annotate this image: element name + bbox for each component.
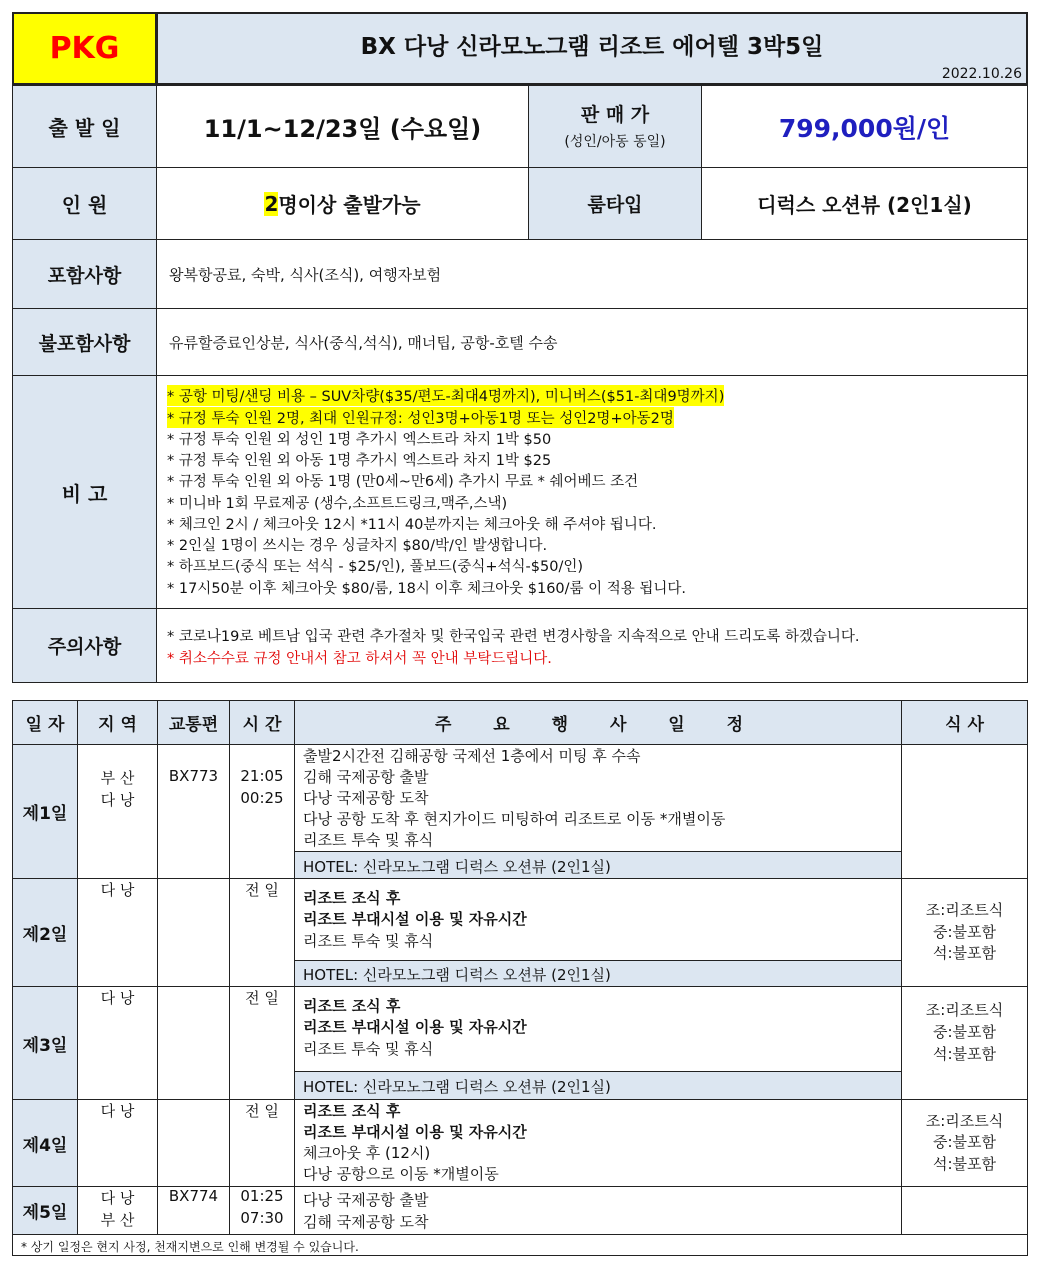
hotel-row xyxy=(295,851,901,879)
itinerary-item: 리조트 조식 후 xyxy=(303,997,401,1015)
caution-line: * 코로나19로 베트남 입국 관련 추가절차 및 한국입국 관련 변경사항을 지속적으로 안내 드리도록 하겠습니다. xyxy=(167,629,860,645)
itinerary-item: 체크아웃 후 (12시) xyxy=(303,1144,431,1162)
itinerary-item: 리조트 조식 후 xyxy=(303,889,401,907)
meal-info: 조:리조트식 xyxy=(925,1112,1004,1130)
transport-cell xyxy=(157,1099,230,1187)
region-name: 다 낭 xyxy=(100,881,135,899)
note-line: * 규정 투숙 인원 외 아동 1명 추가시 엑스트라 차지 1박 $25 xyxy=(167,453,552,469)
meals-cell xyxy=(901,1099,1028,1187)
people-value-cell xyxy=(156,167,529,240)
itinerary-item: 리조트 부대시설 이용 및 자유시간 xyxy=(303,1018,527,1036)
meal-info: 중:불포함 xyxy=(932,1133,996,1151)
meals-cell xyxy=(901,986,1028,1100)
footnote: * 상기 일정은 현지 사정, 천재지변으로 인해 변경될 수 있습니다. xyxy=(21,1240,359,1254)
region-cell xyxy=(77,744,158,879)
caution-line-warning: * 취소수수료 규정 안내서 참고 하셔서 꼭 안내 부탁드립니다. xyxy=(167,651,552,667)
note-line: * 규정 투숙 인원 2명, 최대 인원규정: 성인3명+아동1명 또는 성인2명+아동2명 xyxy=(167,407,674,428)
itinerary-item: 다낭 국제공항 도착 xyxy=(303,789,429,807)
region-name: 다 낭 xyxy=(100,1189,135,1207)
people-label: 인 원 xyxy=(12,167,157,240)
title-cell xyxy=(156,12,1028,85)
exclude-label: 불포함사항 xyxy=(12,308,157,376)
itinerary-item: 김해 국제공항 출발 xyxy=(303,768,429,786)
note-line: * 하프보드(중식 또는 석식 - $25/인), 풀보드(중식+석식-$50/인) xyxy=(167,559,584,575)
itinerary-item: 리조트 조식 후 xyxy=(303,1102,401,1120)
day-label: 제2일 xyxy=(12,878,78,987)
transport-cell xyxy=(157,1186,230,1235)
time-all-day: 전 일 xyxy=(245,989,279,1007)
people-value: 명이상 출발가능 xyxy=(278,193,421,217)
region-name: 다 낭 xyxy=(100,989,135,1007)
region-name: 부 산 xyxy=(100,769,135,787)
itinerary-item: 출발2시간전 김해공항 국제선 1층에서 미팅 후 수속 xyxy=(303,747,641,765)
hotel-row xyxy=(295,960,901,987)
flight-time: 21:05 xyxy=(240,767,284,785)
footnote-cell xyxy=(12,1234,1028,1256)
day-label: 제3일 xyxy=(12,986,78,1100)
meal-info: 중:불포함 xyxy=(932,1023,996,1041)
pkg-badge: PKG xyxy=(12,12,157,85)
flight-time: 01:25 xyxy=(240,1187,284,1205)
region-cell xyxy=(77,1099,158,1187)
notes-label: 비 고 xyxy=(12,375,157,609)
itinerary-cell xyxy=(294,1099,902,1187)
itinerary-item: 김해 국제공항 도착 xyxy=(303,1213,429,1231)
flight-time: 00:25 xyxy=(240,789,284,807)
hotel-info: HOTEL: 신라모노그램 디럭스 오션뷰 (2인1실) xyxy=(303,858,611,876)
exclude-cell xyxy=(156,308,1028,376)
hotel-info: HOTEL: 신라모노그램 디럭스 오션뷰 (2인1실) xyxy=(303,966,611,984)
transport-cell xyxy=(157,744,230,879)
region-name: 다 낭 xyxy=(100,791,135,809)
col-header-region: 지 역 xyxy=(77,700,158,745)
time-cell xyxy=(229,986,295,1100)
itinerary-cell xyxy=(294,986,902,1100)
meal-info: 석:불포함 xyxy=(932,1155,996,1173)
meal-info: 조:리조트식 xyxy=(925,901,1004,919)
exclude-value: 유류할증료인상분, 식사(중식,석식), 매너팁, 공항-호텔 수송 xyxy=(169,334,558,352)
day-label: 제5일 xyxy=(12,1186,78,1235)
itinerary-item: 리조트 부대시설 이용 및 자유시간 xyxy=(303,910,527,928)
note-line: * 공항 미팅/샌딩 비용 – SUV차량($35/편도-최대4명까지), 미니버스($51-최대9명까지) xyxy=(167,385,724,406)
region-cell xyxy=(77,1186,158,1235)
note-line: * 규정 투숙 인원 외 아동 1명 (만0세~만6세) 추가시 무료 * 쉐어베드 조건 xyxy=(167,474,639,490)
col-header-time: 시 간 xyxy=(229,700,295,745)
time-all-day: 전 일 xyxy=(245,1102,279,1120)
room-value: 디럭스 오션뷰 (2인1실) xyxy=(701,167,1028,240)
issue-date: 2022.10.26 xyxy=(941,66,1022,82)
hotel-info: HOTEL: 신라모노그램 디럭스 오션뷰 (2인1실) xyxy=(303,1078,611,1096)
itinerary-cell xyxy=(294,1186,902,1235)
caution-cell xyxy=(156,608,1028,683)
meal-info: 석:불포함 xyxy=(932,944,996,962)
day-label: 제1일 xyxy=(12,744,78,879)
flight-number: BX773 xyxy=(168,767,219,785)
price-sub-label: (성인/아동 동일) xyxy=(564,134,666,150)
meals-cell xyxy=(901,1186,1028,1235)
col-header-itinerary: 주 요 행 사 일 정 xyxy=(294,700,902,745)
col-header-day: 일 자 xyxy=(12,700,78,745)
region-cell xyxy=(77,878,158,987)
itinerary-item: 리조트 투숙 및 휴식 xyxy=(303,932,434,950)
caution-label: 주의사항 xyxy=(12,608,157,683)
transport-cell xyxy=(157,878,230,987)
itinerary-item: 리조트 부대시설 이용 및 자유시간 xyxy=(303,1123,527,1141)
depart-value: 11/1~12/23일 (수요일) xyxy=(156,85,529,168)
note-line: * 2인실 1명이 쓰시는 경우 싱글차지 $80/박/인 발생합니다. xyxy=(167,538,548,554)
meal-info: 석:불포함 xyxy=(932,1045,996,1063)
time-cell xyxy=(229,1186,295,1235)
meal-info: 조:리조트식 xyxy=(925,1001,1004,1019)
note-line: * 미니바 1회 무료제공 (생수,소프트드링크,맥주,스낵) xyxy=(167,496,508,512)
region-name: 부 산 xyxy=(100,1211,135,1229)
meals-cell xyxy=(901,878,1028,987)
flight-number: BX774 xyxy=(168,1187,219,1205)
flight-time: 07:30 xyxy=(240,1209,284,1227)
price-label: 판 매 가 xyxy=(580,104,650,126)
note-line: * 17시50분 이후 체크아웃 $80/룸, 18시 이후 체크아웃 $160/룸 이 적용 됩니다. xyxy=(167,581,687,597)
time-cell xyxy=(229,744,295,879)
room-label: 룸타입 xyxy=(528,167,702,240)
price-value: 799,000원/인 xyxy=(701,85,1028,168)
itinerary-cell xyxy=(294,744,902,879)
itinerary-item: 다낭 국제공항 출발 xyxy=(303,1191,429,1209)
note-line: * 체크인 2시 / 체크아웃 12시 *11시 40분까지는 체크아웃 해 주셔야 됩니다. xyxy=(167,517,657,533)
meal-info: 중:불포함 xyxy=(932,923,996,941)
time-cell xyxy=(229,1099,295,1187)
col-header-meals: 식 사 xyxy=(901,700,1028,745)
include-cell xyxy=(156,239,1028,309)
page-title: BX 다낭 신라모노그램 리조트 에어텔 3박5일 xyxy=(360,33,824,60)
time-all-day: 전 일 xyxy=(245,881,279,899)
time-cell xyxy=(229,878,295,987)
itinerary-item: 리조트 투숙 및 휴식 xyxy=(303,831,434,849)
transport-cell xyxy=(157,986,230,1100)
region-name: 다 낭 xyxy=(100,1102,135,1120)
notes-cell xyxy=(156,375,1028,609)
hotel-row xyxy=(295,1071,901,1100)
meals-cell xyxy=(901,744,1028,879)
col-header-transport: 교통편 xyxy=(157,700,230,745)
itinerary-cell xyxy=(294,878,902,987)
region-cell xyxy=(77,986,158,1100)
include-value: 왕복항공료, 숙박, 식사(조식), 여행자보험 xyxy=(169,266,442,284)
people-count: 2 xyxy=(264,191,279,216)
day-label: 제4일 xyxy=(12,1099,78,1187)
itinerary-item: 다낭 공항 도착 후 현지가이드 미팅하여 리조트로 이동 *개별이동 xyxy=(303,810,726,828)
itinerary-item: 다낭 공항으로 이동 *개별이동 xyxy=(303,1165,499,1183)
depart-label: 출 발 일 xyxy=(12,85,157,168)
itinerary-item: 리조트 투숙 및 휴식 xyxy=(303,1040,434,1058)
note-line: * 규정 투숙 인원 외 성인 1명 추가시 엑스트라 차지 1박 $50 xyxy=(167,432,552,448)
include-label: 포함사항 xyxy=(12,239,157,309)
price-label-cell xyxy=(528,85,702,168)
